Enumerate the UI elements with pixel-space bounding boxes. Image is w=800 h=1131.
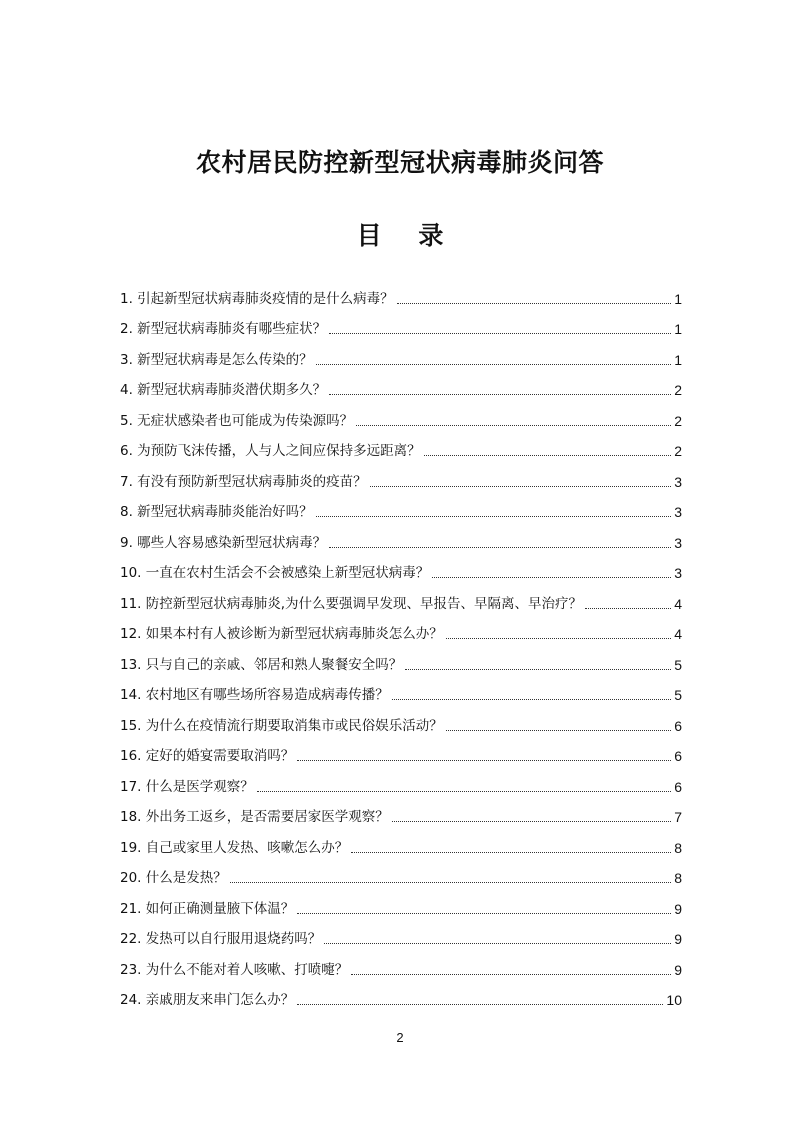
toc-dot-leader xyxy=(257,791,671,792)
toc-dot-leader xyxy=(356,425,671,426)
toc-entry[interactable] xyxy=(120,431,682,462)
toc-entry[interactable] xyxy=(120,309,682,340)
toc-entry-title: 18. 外出务工返乡，是否需要居家医学观察？ xyxy=(120,809,389,825)
toc-entry-page: 4 xyxy=(674,595,682,612)
toc-entry[interactable] xyxy=(120,827,682,858)
toc-entry-page: 1 xyxy=(674,321,682,337)
toc-entry-page: 9 xyxy=(674,900,682,917)
toc-dot-leader xyxy=(585,608,671,609)
page-number: 2 xyxy=(396,1030,404,1045)
toc-heading: 目 录 xyxy=(356,221,458,250)
toc-entry-page: 1 xyxy=(674,290,682,307)
toc-entry[interactable] xyxy=(120,797,682,828)
toc-entry[interactable] xyxy=(120,614,682,645)
toc-entry-title: 22. 发热可以自行服用退烧药吗？ xyxy=(120,931,322,947)
toc-entry-page: 3 xyxy=(674,565,682,581)
toc-entry-title: 1. 引起新型冠状病毒肺炎疫情的是什么病毒？ xyxy=(120,290,394,307)
toc-entry-page: 9 xyxy=(674,931,682,947)
toc-entry[interactable] xyxy=(120,553,682,584)
toc-dot-leader xyxy=(324,943,671,944)
toc-dot-leader xyxy=(446,730,671,731)
toc-entry-title: 12. 如果本村有人被诊断为新型冠状病毒肺炎怎么办？ xyxy=(120,626,443,642)
toc-dot-leader xyxy=(405,669,671,670)
toc-entry[interactable] xyxy=(120,858,682,889)
toc-entry[interactable] xyxy=(120,400,682,431)
toc-entry[interactable] xyxy=(120,980,682,1011)
toc-entry[interactable] xyxy=(120,644,682,675)
toc-entry-title: 6. 为预防飞沫传播，人与人之间应保持多远距离？ xyxy=(120,443,421,459)
toc-entry-title: 9. 哪些人容易感染新型冠状病毒？ xyxy=(120,534,327,551)
toc-dot-leader xyxy=(424,455,672,456)
table-of-contents xyxy=(120,278,682,1010)
toc-entry-title: 4. 新型冠状病毒肺炎潜伏期多久？ xyxy=(120,382,327,398)
toc-entry-page: 1 xyxy=(674,351,682,368)
toc-entry-title: 13. 只与自己的亲戚、邻居和熟人聚餐安全吗？ xyxy=(120,656,403,673)
toc-entry-page: 10 xyxy=(666,992,682,1008)
toc-dot-leader xyxy=(316,364,672,365)
toc-entry-page: 3 xyxy=(674,473,682,490)
document-title: 农村居民防控新型冠状病毒肺炎问答 xyxy=(195,148,604,177)
toc-entry[interactable] xyxy=(120,736,682,767)
toc-dot-leader xyxy=(370,486,672,487)
toc-dot-leader xyxy=(297,760,671,761)
toc-dot-leader xyxy=(397,303,672,304)
toc-entry[interactable] xyxy=(120,949,682,980)
toc-dot-leader xyxy=(392,821,671,822)
toc-entry-page: 3 xyxy=(674,534,682,551)
toc-dot-leader xyxy=(329,547,671,548)
toc-dot-leader xyxy=(351,974,671,975)
toc-entry[interactable] xyxy=(120,766,682,797)
toc-entry-title: 17. 什么是医学观察？ xyxy=(120,778,254,795)
toc-entry-page: 6 xyxy=(674,717,682,734)
toc-entry-page: 2 xyxy=(674,443,682,459)
toc-entry-title: 2. 新型冠状病毒肺炎有哪些症状？ xyxy=(120,321,327,337)
toc-entry-title: 11. 防控新型冠状病毒肺炎,为什么要强调早发现、早报告、早隔离、早治疗？ xyxy=(120,595,583,612)
toc-entry-title: 23. 为什么不能对着人咳嗽、打喷嚏？ xyxy=(120,961,349,978)
toc-dot-leader xyxy=(329,333,671,334)
toc-entry-page: 4 xyxy=(674,626,682,642)
toc-entry-page: 9 xyxy=(674,961,682,978)
toc-entry-title: 14. 农村地区有哪些场所容易造成病毒传播？ xyxy=(120,687,389,703)
toc-entry-title: 7. 有没有预防新型冠状病毒肺炎的疫苗？ xyxy=(120,473,367,490)
toc-entry[interactable] xyxy=(120,278,682,309)
toc-entry[interactable] xyxy=(120,919,682,950)
toc-entry[interactable] xyxy=(120,705,682,736)
toc-dot-leader xyxy=(432,577,671,578)
toc-entry-page: 8 xyxy=(674,839,682,856)
toc-entry[interactable] xyxy=(120,339,682,370)
toc-dot-leader xyxy=(297,913,671,914)
toc-dot-leader xyxy=(316,516,672,517)
toc-entry-title: 15. 为什么在疫情流行期要取消集市或民俗娱乐活动？ xyxy=(120,717,443,734)
toc-entry-page: 8 xyxy=(674,870,682,886)
toc-entry[interactable] xyxy=(120,583,682,614)
toc-entry-page: 5 xyxy=(674,656,682,673)
toc-entry-title: 10. 一直在农村生活会不会被感染上新型冠状病毒？ xyxy=(120,565,430,581)
toc-entry-title: 3. 新型冠状病毒是怎么传染的？ xyxy=(120,351,313,368)
toc-entry-title: 5. 无症状感染者也可能成为传染源吗？ xyxy=(120,412,354,429)
toc-entry-page: 6 xyxy=(674,778,682,795)
toc-entry[interactable] xyxy=(120,888,682,919)
toc-entry-page: 5 xyxy=(674,687,682,703)
toc-entry-page: 3 xyxy=(674,504,682,520)
toc-dot-leader xyxy=(446,638,671,639)
toc-entry-page: 7 xyxy=(674,809,682,825)
toc-entry-title: 24. 亲戚朋友来串门怎么办？ xyxy=(120,992,295,1008)
toc-entry[interactable] xyxy=(120,461,682,492)
toc-entry[interactable] xyxy=(120,492,682,523)
toc-entry[interactable] xyxy=(120,675,682,706)
toc-entry[interactable] xyxy=(120,522,682,553)
toc-dot-leader xyxy=(230,882,671,883)
toc-entry-page: 2 xyxy=(674,412,682,429)
toc-entry-title: 8. 新型冠状病毒肺炎能治好吗？ xyxy=(120,504,313,520)
toc-entry-title: 16. 定好的婚宴需要取消吗？ xyxy=(120,748,295,764)
toc-entry[interactable] xyxy=(120,370,682,401)
toc-entry-title: 20. 什么是发热？ xyxy=(120,870,227,886)
toc-entry-page: 6 xyxy=(674,748,682,764)
toc-dot-leader xyxy=(297,1004,663,1005)
toc-dot-leader xyxy=(392,699,671,700)
toc-entry-page: 2 xyxy=(674,382,682,398)
toc-entry-title: 21. 如何正确测量腋下体温？ xyxy=(120,900,295,917)
toc-dot-leader xyxy=(351,852,671,853)
toc-dot-leader xyxy=(329,394,671,395)
toc-entry-title: 19. 自己或家里人发热、咳嗽怎么办？ xyxy=(120,839,349,856)
